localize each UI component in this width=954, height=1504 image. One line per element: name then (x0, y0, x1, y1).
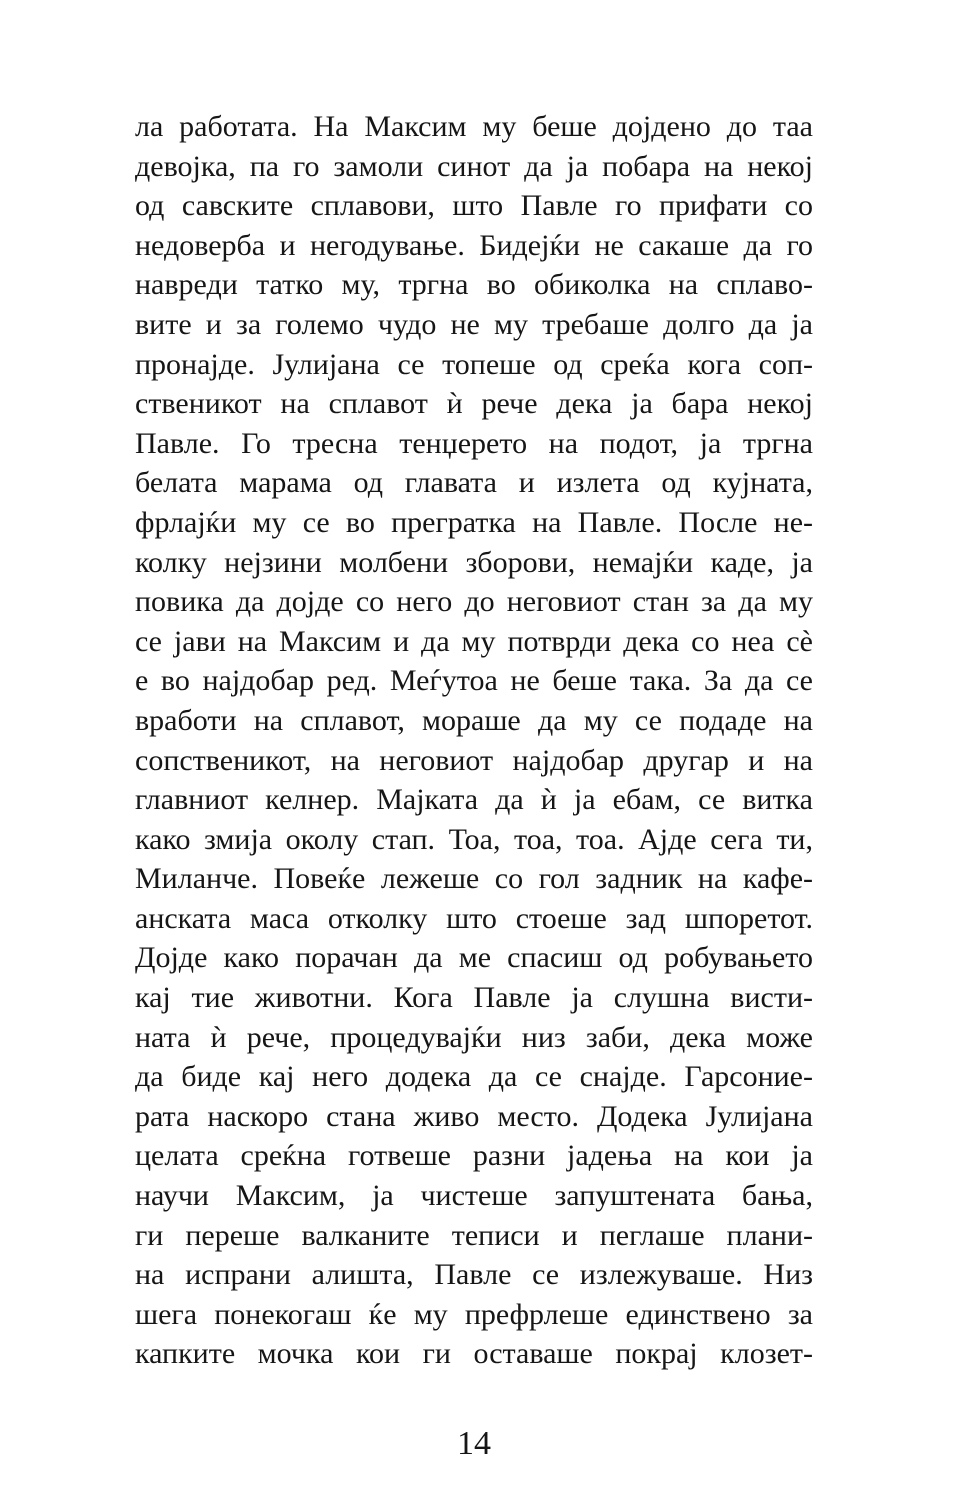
text-line: ната ѝ рече, процедувајќи низ заби, дека може (135, 1020, 813, 1054)
text-line: главниот келнер. Мајката да ѝ ја ебам, се витка (135, 783, 813, 817)
text-line: колку нејзини молбени зборови, немајќи каде, ја (135, 545, 813, 579)
text-line: фрлајќи му се во прегратка на Павле. После не- (135, 505, 813, 539)
text-line: целата среќна готвеше разни јадења на кои ја (135, 1139, 813, 1173)
text-line: се јави на Максим и да му потврди дека со неа сѐ (135, 624, 813, 658)
text-line: Миланче. Повеќе лежеше со гол задник на кафе- (135, 862, 813, 896)
text-line: е во најдобар ред. Меѓутоа не беше така. За да се (135, 664, 813, 698)
text-line: Павле. Го тресна тенџерето на подот, ја тргна (135, 426, 813, 460)
text-line: белата марама од главата и излета од кујната, (135, 466, 813, 500)
text-line: научи Максим, ја чистеше запуштената бања, (135, 1179, 813, 1213)
text-line: сопственикот, на неговиот најдобар другар и на (135, 743, 813, 777)
text-line: пронајде. Јулијана се топеше од среќа кога соп- (135, 347, 813, 381)
text-line: на испрани алишта, Павле се излежуваше. Низ (135, 1258, 813, 1292)
text-line: да биде кај него додека да се снајде. Гарсоние- (135, 1060, 813, 1094)
text-line: Дојде како порачан да ме спасиш од робувањето (135, 941, 813, 975)
text-line: како змија околу стап. Тоа, тоа, тоа. Ајде сега ти, (135, 822, 813, 856)
page-number: 14 (457, 1425, 491, 1462)
text-line: девојка, па го замоли синот да ја побара на некој (135, 149, 813, 183)
text-line: капките мочка кои ги оставаше покрај клозет- (135, 1337, 813, 1371)
text-line: вработи на сплавот, мораше да му се подаде на (135, 703, 813, 737)
text-line: повика да дојде со него до неговиот стан за да му (135, 585, 813, 619)
text-line: ла работата. На Максим му беше дојдено до таа (135, 110, 813, 143)
text-line: од савските сплавови, што Павле го прифати со (135, 189, 813, 223)
body-text (135, 107, 813, 1374)
text-line: кај тие животни. Кога Павле ја слушна висти- (135, 981, 813, 1015)
text-line: недоверба и негодување. Бидејќи не сакаше да го (135, 228, 813, 262)
text-line: вите и за големо чудо не му требаше долго да ја (135, 307, 813, 341)
text-line: шега понекогаш ќе му префрлеше единствено за (135, 1297, 813, 1331)
text-line: ги переше валканите теписи и пеглаше плани- (135, 1218, 813, 1252)
text-line: навреди татко му, тргна во обиколка на сплаво- (135, 268, 813, 302)
text-line: рата наскоро стана живо место. Додека Јулијана (135, 1099, 813, 1133)
text-line: анската маса отколку што стоеше зад шпоретот. (135, 901, 813, 935)
text-line: ственикот на сплавот ѝ рече дека ја бара некој (135, 387, 813, 421)
